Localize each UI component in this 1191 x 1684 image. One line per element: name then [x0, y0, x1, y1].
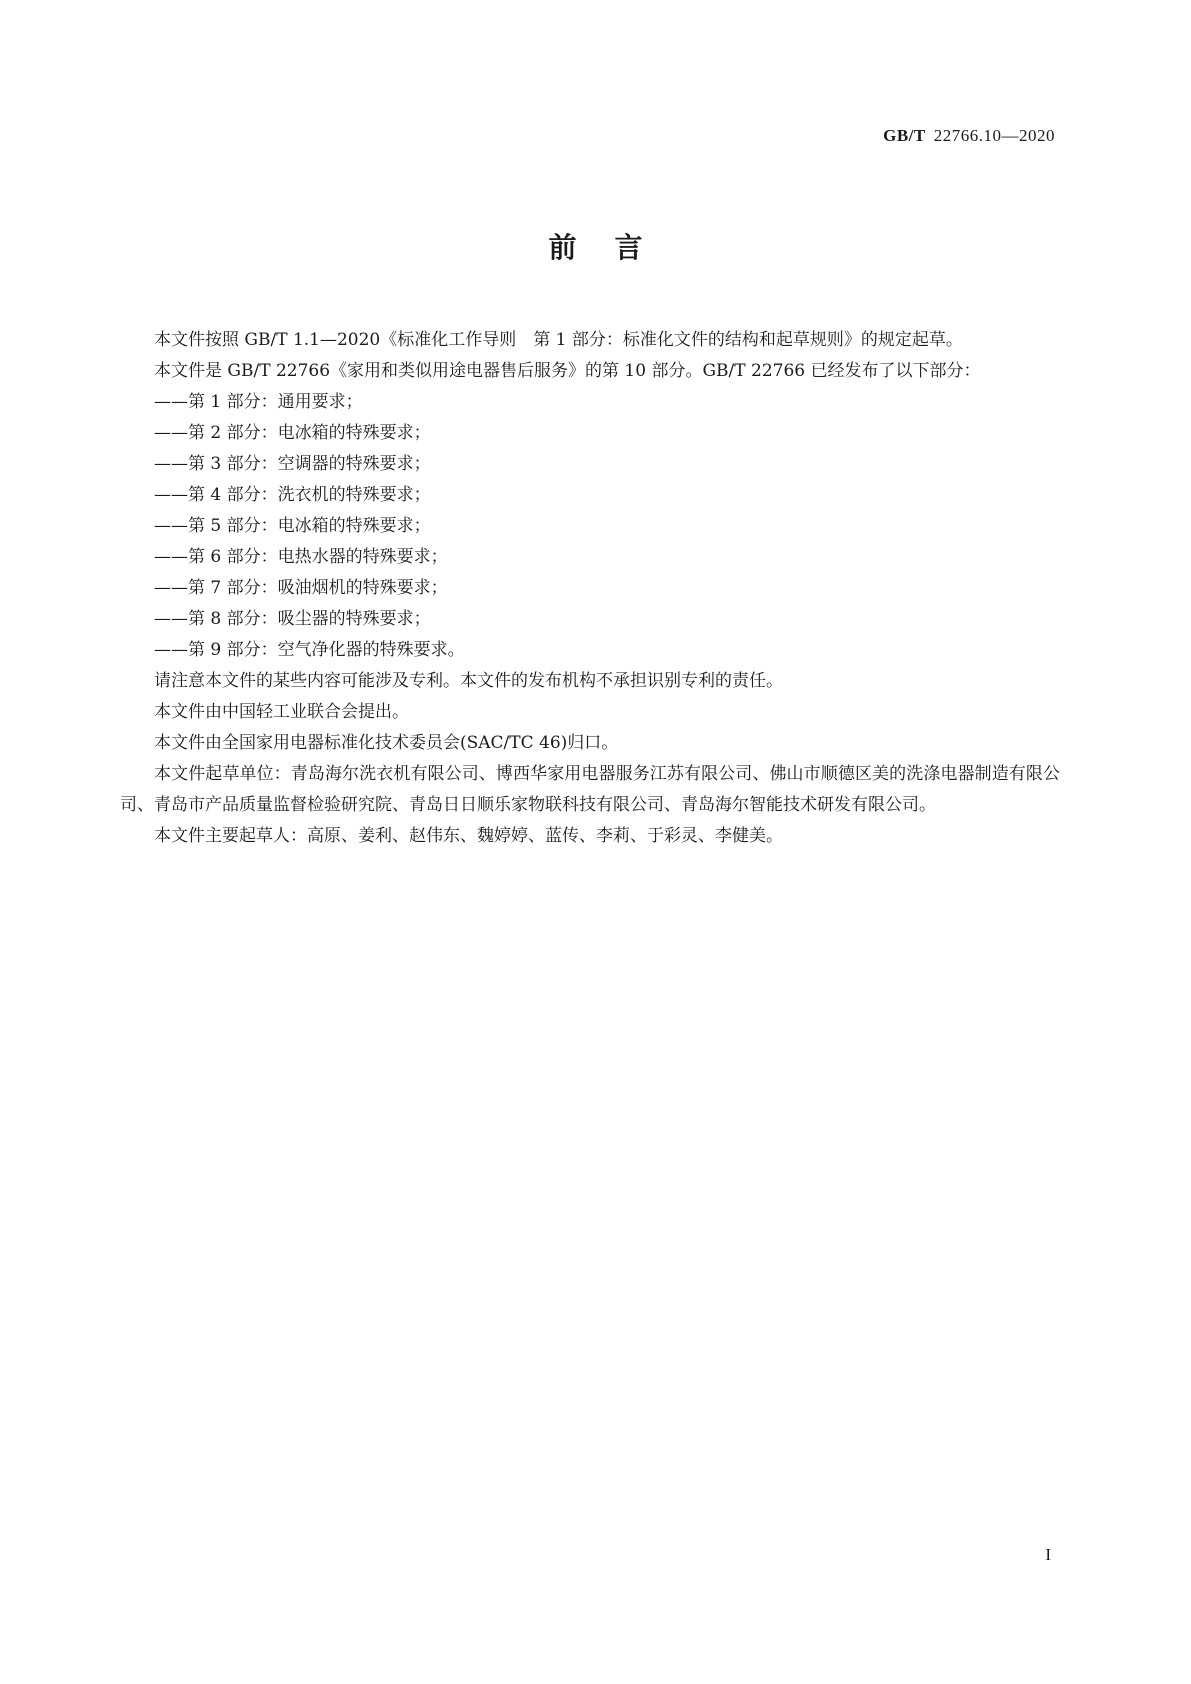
page-title: 前言 — [548, 231, 681, 264]
paragraph-drafting-units: 本文件起草单位：青岛海尔洗衣机有限公司、博西华家用电器服务江苏有限公司、佛山市顺德区美的洗涤电器制造有限公司、青岛市产品质量监督检验研究院、青岛日日顺乐家物联科技有限公司、青岛海尔智能技术研发有限公司。 — [120, 764, 1060, 815]
list-item: ——第 7 部分：吸油烟机的特殊要求； — [154, 578, 448, 598]
standard-number: 22766.10—2020 — [933, 126, 1055, 145]
list-item: ——第 5 部分：电冰箱的特殊要求； — [154, 516, 431, 536]
foreword-body — [120, 325, 1060, 852]
paragraph-committee: 本文件由全国家用电器标准化技术委员会(SAC/TC 46)归口。 — [154, 733, 619, 753]
list-item: ——第 4 部分：洗衣机的特殊要求； — [154, 485, 431, 505]
paragraph-patent-notice: 请注意本文件的某些内容可能涉及专利。本文件的发布机构不承担识别专利的责任。 — [154, 671, 783, 691]
paragraph-drafters: 本文件主要起草人：高原、姜利、赵伟东、魏婷婷、蓝传、李莉、于彩灵、李健美。 — [154, 826, 783, 846]
list-item: ——第 8 部分：吸尘器的特殊要求； — [154, 609, 431, 629]
list-item: ——第 3 部分：空调器的特殊要求； — [154, 454, 431, 474]
list-item: ——第 6 部分：电热水器的特殊要求； — [154, 547, 448, 567]
paragraph-proposer: 本文件由中国轻工业联合会提出。 — [154, 702, 409, 722]
paragraph-drafting-rules: 本文件按照 GB/T 1.1—2020《标准化工作导则 第 1 部分：标准化文件的结构和起草规则》的规定起草。 — [154, 330, 963, 350]
list-item: ——第 1 部分：通用要求； — [154, 392, 363, 412]
page-number: I — [1045, 1545, 1051, 1564]
paragraph-series-info: 本文件是 GB/T 22766《家用和类似用途电器售后服务》的第 10 部分。GB/T 22766 已经发布了以下部分： — [154, 361, 981, 381]
standard-code: GB/T — [883, 126, 926, 145]
list-item: ——第 2 部分：电冰箱的特殊要求； — [154, 423, 431, 443]
list-item: ——第 9 部分：空气净化器的特殊要求。 — [154, 640, 465, 660]
page-header — [883, 126, 1055, 146]
